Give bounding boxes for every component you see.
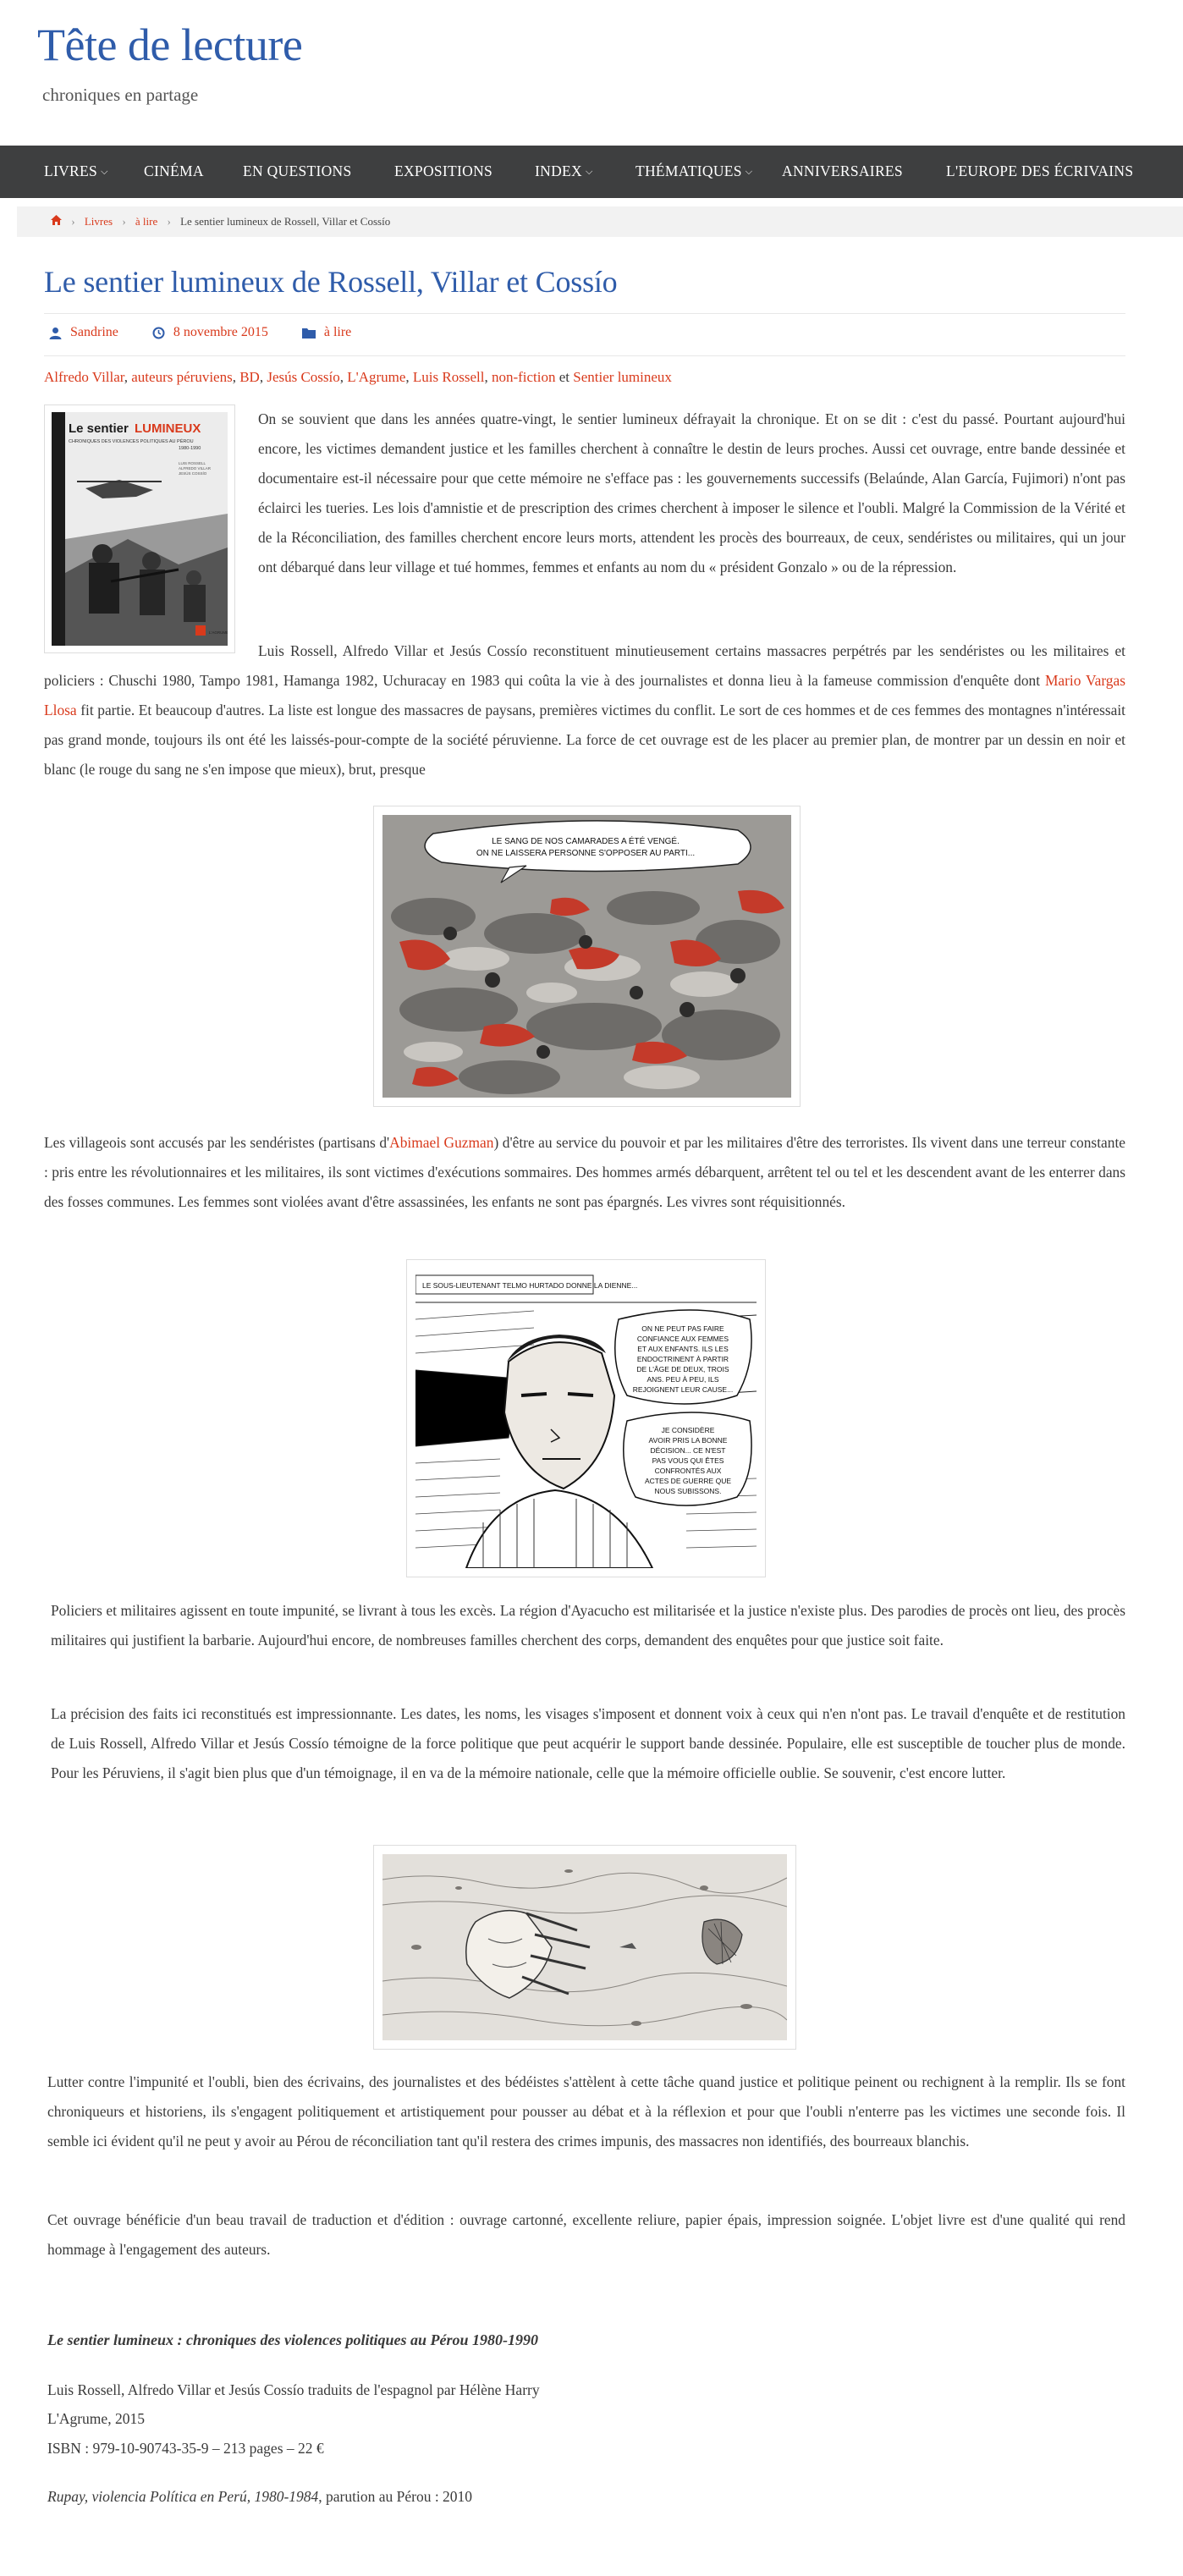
post-date-text: 8 novembre 2015 (173, 325, 268, 339)
tag-separator: , (339, 369, 348, 385)
comic-panel-hand (373, 1845, 796, 2050)
tag-link[interactable]: Sentier lumineux (573, 369, 672, 385)
chevron-down-icon: ⌵ (101, 167, 108, 177)
tag-separator: , (232, 369, 240, 385)
nav-item-label: THÉMATIQUES (636, 162, 742, 179)
breadcrumb-bar (17, 206, 1183, 237)
tag-link[interactable]: BD (239, 369, 260, 385)
breadcrumb (51, 215, 390, 228)
svg-text:JESÚS COSSÍO: JESÚS COSSÍO (179, 471, 207, 476)
nav-item-label: L'EUROPE DES ÉCRIVAINS (946, 162, 1134, 179)
speech-bubble-line: REJOIGNENT LEUR CAUSE... (632, 1385, 734, 1394)
tag-link[interactable]: non-fiction (491, 369, 556, 385)
tag-separator: , (405, 369, 413, 385)
book-info-publisher: L'Agrume, 2015 (47, 2410, 145, 2427)
speech-bubble-line: ON NE LAISSERA PERSONNE S'OPPOSER AU PARTI... (476, 849, 696, 858)
tag-link[interactable]: L'Agrume (347, 369, 406, 385)
user-icon (49, 327, 62, 339)
nav-item-livres[interactable] (44, 162, 108, 180)
nav-item-index[interactable] (535, 162, 593, 180)
breadcrumb-current: Le sentier lumineux de Rossell, Villar et Cossío (180, 215, 391, 228)
chevron-right-icon: › (167, 215, 171, 228)
site-title[interactable]: Tête de lecture (37, 19, 303, 70)
link-vargas-llosa[interactable]: Mario Vargas Llosa (44, 672, 1125, 718)
nav-item-thematiques[interactable] (636, 162, 752, 180)
paragraph-1: On se souvient que dans les années quatre-vingt, le sentier lumineux défrayait la chronique. Et on se dit : c'est du passé. Pourtant aujourd'hui encore, les victimes demandent justice et les familles cherchent à connaître le destin de leurs proches. Aussi cet ouvrage, entre bande dessinée et documentaire est-il nécessaire pour que cette mémoire ne s'efface pas : les gouvernements successifs (Belaúnde, Alan García, Fujimori) n'ont pas éclairci les tueries. Les lois d'amnistie et de prescription des crimes cherchent à imposer le silence et l'oubli. Malgré la Commission de la Vérité et de la Réconciliation, des familles cherchent encore leurs morts, attendent les procès des bourreaux, de ceux, sendéristes ou militaires, qui un jour ont débarqué dans leur village et tué hommes, femmes et enfants au nom du « président Gonzalo » ou de la répression. (258, 410, 1125, 575)
speech-bubble-line: CONFIANCE AUX FEMMES (636, 1335, 729, 1343)
chevron-down-icon: ⌵ (745, 167, 753, 177)
paragraph-7: Cet ouvrage bénéficie d'un beau travail de traduction et d'édition : ouvrage cartonné, excellente reliure, papier épais, impression soignée. L'objet livre est d'une qualité qui rend hommage à l'engagement des auteurs. (47, 2211, 1125, 2258)
speech-bubble-line: ACTES DE GUERRE QUE (644, 1477, 732, 1485)
tag-separator: , (484, 369, 492, 385)
book-info-original-note: , parution au Pérou : 2010 (318, 2488, 473, 2505)
nav-item-label: CINÉMA (144, 162, 204, 179)
paragraph-4: Policiers et militaires agissent en toute impunité, se livrant à tous les excès. La région d'Ayacucho est militarisée et la justice n'existe plus. Des parodies de procès ont lieu, des procès militaires qui justifient la barbarie. Aujourd'hui encore, de nombreuses familles cherchent des corps, demandent des enquêtes pour que justice soit faite. (51, 1602, 1125, 1649)
speech-bubble-line: ON NE PEUT PAS FAIRE (641, 1324, 724, 1333)
nav-item-label: EN QUESTIONS (243, 162, 352, 179)
tag-link[interactable]: Luis Rossell (412, 369, 485, 385)
post-category[interactable] (302, 325, 351, 340)
book-info-original-title: Rupay, violencia Política en Perú, 1980-1984 (47, 2488, 319, 2505)
paragraph-6: Lutter contre l'impunité et l'oubli, bien des écrivains, des journalistes et des bédéistes s'attèlent à cette tâche quand justice et politique peinent ou rechignent à la remplir. Ils se font chroniqueurs et historiens, ils s'engagent politiquement et artistiquement pour pousser au débat et à la réflexion et pour que l'oubli n'enterre pas les victimes une seconde fois. Il semble ici évident qu'il ne peut y avoir au Pérou de réconciliation tant qu'il restera des crimes impunis, des massacres non identifiés, des bourreaux blanchis. (47, 2073, 1125, 2149)
folder-icon (302, 328, 316, 339)
book-cover-illustration (52, 412, 228, 646)
comic-panel-illustration (415, 1269, 757, 1568)
divider (44, 355, 1125, 356)
site-tagline: chroniques en partage (42, 85, 199, 105)
speech-bubble-line: ET AUX ENFANTS. ILS LES (637, 1345, 729, 1353)
tag-separator: , (124, 369, 132, 385)
speech-bubble-1 (633, 1324, 733, 1394)
site-header (0, 0, 1183, 146)
nav-item-en-questions[interactable] (243, 162, 352, 180)
breadcrumb-item-a-lire[interactable]: à lire (135, 215, 158, 228)
svg-text:LUMINEUX: LUMINEUX (135, 421, 201, 436)
speech-bubble-2 (645, 1426, 731, 1495)
speech-bubble-line: LE SANG DE NOS CAMARADES A ÉTÉ VENGÉ. (492, 837, 680, 846)
svg-text:Le sentier: Le sentier (69, 421, 129, 436)
tag-link[interactable]: Jesús Cossío (267, 369, 340, 385)
nav-item-label: INDEX (535, 162, 582, 179)
comic-panel-illustration (382, 815, 791, 1098)
paragraph-5: La précision des faits ici reconstitués est impressionnante. Les dates, les noms, les visages s'imposent et donnent voix à ceux qui n'en n'ont pas. Le travail d'enquête et de restitution de Luis Rossell, Alfredo Villar et Jesús Cossío témoigne de la force politique que peut acquérir le support bande dessinée. Populaire, elle est susceptible de toucher plus de monde. Pour les Péruviens, il s'agit bien plus que d'un témoignage, il en va de la mémoire nationale, celle que la mémoire officielle oublie. Se souvenir, c'est encore lutter. (51, 1705, 1125, 1781)
post-author[interactable] (49, 325, 118, 340)
post-category-text: à lire (323, 325, 352, 339)
tag-link[interactable]: auteurs péruviens (131, 369, 233, 385)
speech-bubble-line: DÉCISION... CE N'EST (650, 1446, 726, 1455)
paragraph-text: Les villageois sont accusés par les sendéristes (partisans d' (44, 1134, 390, 1151)
chevron-right-icon: › (122, 215, 126, 228)
comic-panel-massacre (373, 806, 801, 1107)
svg-text:CHRONIQUES DES VIOLENCES POLIT: CHRONIQUES DES VIOLENCES POLITIQUES AU PÉROU (69, 439, 194, 444)
book-info-isbn: ISBN : 979-10-90743-35-9 – 213 pages – 22 € (47, 2440, 324, 2457)
post-author-name: Sandrine (70, 325, 118, 339)
book-info-original (47, 2488, 472, 2506)
clock-icon (152, 327, 165, 339)
post-title: Le sentier lumineux de Rossell, Villar et Cossío (44, 265, 618, 299)
post-date[interactable] (152, 325, 268, 340)
panel-caption: LE SOUS-LIEUTENANT TELMO HURTADO DONNE LA DIENNE... (422, 1281, 638, 1290)
paragraph-2 (44, 636, 1125, 784)
speech-bubble-line: CONFRONTÉS AUX (654, 1467, 722, 1475)
book-info-authors: Luis Rossell, Alfredo Villar et Jesús Cossío traduits de l'espagnol par Hélène Harry (47, 2381, 540, 2398)
tag-link[interactable]: Alfredo Villar (44, 369, 124, 385)
divider (44, 313, 1125, 314)
paragraph-3 (44, 1128, 1125, 1217)
nav-item-expositions[interactable] (394, 162, 492, 180)
tag-separator: et (555, 369, 574, 385)
nav-item-europe-ecrivains[interactable] (946, 162, 1133, 180)
book-info-title: Le sentier lumineux : chroniques des violences politiques au Pérou 1980-1990 (47, 2331, 539, 2348)
link-abimael-guzman[interactable]: Abimael Guzman (389, 1134, 494, 1151)
post-tags (44, 369, 672, 386)
svg-text:1980-1990: 1980-1990 (179, 446, 201, 451)
speech-bubble-line: ANS. PEU À PEU, ILS (647, 1375, 719, 1384)
svg-text:ALFREDO VILLAR: ALFREDO VILLAR (179, 466, 212, 471)
paragraph-text: fit partie. Et beaucoup d'autres. La liste est longue des massacres de paysans, premières victimes du conflit. Le sort de ces hommes et de ces femmes des montagnes n'intéressait pas grand monde, toujours ils ont été les laissés-pour-compte de la société péruvienne. La force de cet ouvrage est de les placer au premier plan, de montrer par un dessin en noir et blanc (le rouge du sang ne s'en impose que mieux), brut, presque (44, 702, 1125, 778)
nav-item-cinema[interactable] (144, 162, 204, 180)
comic-panel-lieutenant (406, 1259, 766, 1577)
svg-text:LUIS ROSSELL: LUIS ROSSELL (179, 461, 206, 465)
breadcrumb-item-livres[interactable]: Livres (84, 215, 113, 228)
nav-item-label: EXPOSITIONS (394, 162, 493, 179)
chevron-right-icon: › (71, 215, 75, 228)
comic-panel-illustration (382, 1854, 787, 2040)
nav-item-label: LIVRES (44, 162, 98, 179)
nav-item-anniversaires[interactable] (782, 162, 903, 180)
book-cover-image (44, 405, 235, 653)
speech-bubble-line: NOUS SUBISSONS. (654, 1487, 722, 1495)
main-navigation (0, 146, 1183, 198)
nav-item-label: ANNIVERSAIRES (782, 162, 903, 179)
speech-bubble-line: ENDOCTRINENT À PARTIR (636, 1355, 729, 1363)
tag-separator: , (259, 369, 267, 385)
paragraph-text: ) d'être au service du pouvoir et par les militaires d'être des terroristes. Ils vivent dans une terreur constante : pris entre les révolutionnaires et les militaires, ils sont victimes d'exécutions sommaires. Des hommes armés débarquent, arrêtent tel ou tel et les descendent avant de les enterrer dans des fosses communes. Les femmes sont violées avant d'être assassinées, les enfants ne sont pas épargnés. Les vivres sont réquisitionnés. (44, 1134, 1125, 1210)
post-meta (49, 325, 385, 340)
home-icon[interactable] (51, 215, 62, 228)
chevron-down-icon: ⌵ (585, 167, 593, 177)
svg-text:L'AGRUME: L'AGRUME (209, 630, 228, 635)
speech-bubble-line: DE L'ÂGE DE DEUX, TROIS (636, 1365, 729, 1373)
speech-bubble-line: PAS VOUS QUI ÊTES (652, 1456, 724, 1465)
speech-bubble-line: JE CONSIDÈRE (661, 1426, 715, 1434)
paragraph-text: Luis Rossell, Alfredo Villar et Jesús Cossío reconstituent minutieusement certains massacres perpétrés par les sendéristes ou les militaires et policiers : Chuschi 1980, Tampo 1981, Hamanga 1982, Uchuracay en 1983 qui coûta la vie à des journalistes et donna lieu à la fameuse commission d'enquête dont (44, 642, 1125, 689)
speech-bubble-line: AVOIR PRIS LA BONNE (648, 1436, 728, 1445)
